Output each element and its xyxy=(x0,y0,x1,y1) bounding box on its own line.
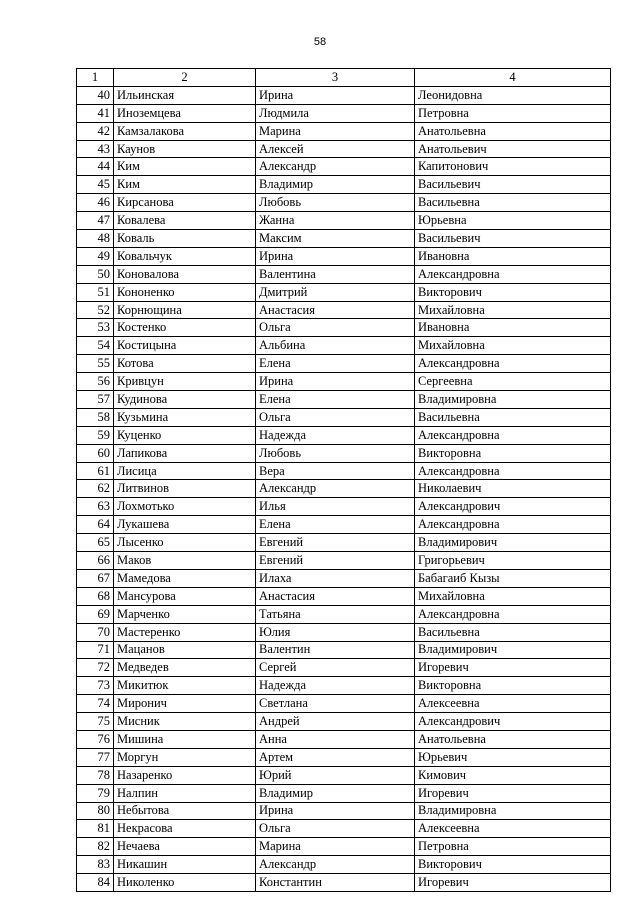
header-row xyxy=(77,69,611,87)
cell-row-number: 61 xyxy=(77,462,114,480)
cell-patronymic: Владимировна xyxy=(415,802,611,820)
cell-first-name: Алексей xyxy=(256,140,415,158)
cell-row-number: 52 xyxy=(77,301,114,319)
cell-patronymic: Ивановна xyxy=(415,247,611,265)
cell-row-number: 55 xyxy=(77,355,114,373)
cell-patronymic: Александровна xyxy=(415,462,611,480)
table-row xyxy=(77,337,611,355)
cell-first-name: Валентина xyxy=(256,265,415,283)
cell-first-name: Валентин xyxy=(256,641,415,659)
header-cell-surname: 2 xyxy=(114,69,256,87)
cell-patronymic: Александровна xyxy=(415,265,611,283)
cell-patronymic: Викторович xyxy=(415,283,611,301)
cell-first-name: Илаха xyxy=(256,569,415,587)
table-row xyxy=(77,748,611,766)
table-row xyxy=(77,534,611,552)
cell-first-name: Максим xyxy=(256,230,415,248)
table-row xyxy=(77,659,611,677)
cell-surname: Кирсанова xyxy=(114,194,256,212)
cell-patronymic: Юрьевич xyxy=(415,748,611,766)
cell-surname: Ковалева xyxy=(114,212,256,230)
cell-surname: Литвинов xyxy=(114,480,256,498)
cell-row-number: 57 xyxy=(77,391,114,409)
cell-surname: Куценко xyxy=(114,426,256,444)
cell-first-name: Ольга xyxy=(256,820,415,838)
cell-patronymic: Владимирович xyxy=(415,534,611,552)
table-row xyxy=(77,587,611,605)
cell-row-number: 50 xyxy=(77,265,114,283)
cell-first-name: Ольга xyxy=(256,319,415,337)
cell-row-number: 40 xyxy=(77,86,114,104)
cell-first-name: Надежда xyxy=(256,426,415,444)
table-row xyxy=(77,247,611,265)
cell-first-name: Александр xyxy=(256,856,415,874)
table-row xyxy=(77,784,611,802)
table-row xyxy=(77,462,611,480)
cell-row-number: 62 xyxy=(77,480,114,498)
cell-surname: Каунов xyxy=(114,140,256,158)
cell-first-name: Ирина xyxy=(256,86,415,104)
cell-row-number: 53 xyxy=(77,319,114,337)
cell-row-number: 82 xyxy=(77,838,114,856)
cell-surname: Миронич xyxy=(114,695,256,713)
cell-surname: Никашин xyxy=(114,856,256,874)
cell-first-name: Юрий xyxy=(256,766,415,784)
table-row xyxy=(77,802,611,820)
cell-surname: Лапикова xyxy=(114,444,256,462)
cell-patronymic: Владимирович xyxy=(415,641,611,659)
cell-first-name: Альбина xyxy=(256,337,415,355)
cell-surname: Ковальчук xyxy=(114,247,256,265)
cell-surname: Кузьмина xyxy=(114,408,256,426)
cell-row-number: 49 xyxy=(77,247,114,265)
cell-row-number: 46 xyxy=(77,194,114,212)
cell-patronymic: Михайловна xyxy=(415,301,611,319)
cell-row-number: 66 xyxy=(77,552,114,570)
cell-row-number: 68 xyxy=(77,587,114,605)
cell-row-number: 44 xyxy=(77,158,114,176)
cell-row-number: 69 xyxy=(77,605,114,623)
cell-patronymic: Александровна xyxy=(415,516,611,534)
table-row xyxy=(77,319,611,337)
roster-table xyxy=(76,68,611,892)
table-row xyxy=(77,301,611,319)
cell-patronymic: Петровна xyxy=(415,838,611,856)
table-row xyxy=(77,516,611,534)
cell-surname: Лысенко xyxy=(114,534,256,552)
table-row xyxy=(77,730,611,748)
cell-surname: Лисица xyxy=(114,462,256,480)
table-row xyxy=(77,265,611,283)
cell-first-name: Сергей xyxy=(256,659,415,677)
cell-first-name: Дмитрий xyxy=(256,283,415,301)
cell-surname: Корнющина xyxy=(114,301,256,319)
cell-first-name: Ирина xyxy=(256,802,415,820)
cell-surname: Костенко xyxy=(114,319,256,337)
cell-first-name: Ирина xyxy=(256,373,415,391)
table-row xyxy=(77,552,611,570)
cell-patronymic: Ивановна xyxy=(415,319,611,337)
header-cell-patronymic: 4 xyxy=(415,69,611,87)
table-row xyxy=(77,498,611,516)
table-row xyxy=(77,444,611,462)
table-row xyxy=(77,104,611,122)
cell-row-number: 58 xyxy=(77,408,114,426)
cell-row-number: 70 xyxy=(77,623,114,641)
cell-row-number: 83 xyxy=(77,856,114,874)
cell-row-number: 80 xyxy=(77,802,114,820)
cell-first-name: Ольга xyxy=(256,408,415,426)
table-row xyxy=(77,838,611,856)
cell-first-name: Надежда xyxy=(256,677,415,695)
table-row xyxy=(77,391,611,409)
table-body xyxy=(77,86,611,891)
cell-patronymic: Алексеевна xyxy=(415,695,611,713)
table-row xyxy=(77,641,611,659)
cell-surname: Маков xyxy=(114,552,256,570)
cell-row-number: 45 xyxy=(77,176,114,194)
cell-surname: Кривцун xyxy=(114,373,256,391)
cell-row-number: 41 xyxy=(77,104,114,122)
page-number: 58 xyxy=(313,36,327,48)
cell-patronymic: Михайловна xyxy=(415,587,611,605)
cell-row-number: 51 xyxy=(77,283,114,301)
cell-row-number: 63 xyxy=(77,498,114,516)
cell-patronymic: Игоревич xyxy=(415,874,611,892)
table-row xyxy=(77,86,611,104)
cell-first-name: Артем xyxy=(256,748,415,766)
cell-first-name: Елена xyxy=(256,355,415,373)
cell-first-name: Марина xyxy=(256,838,415,856)
cell-patronymic: Васильевич xyxy=(415,230,611,248)
table-row xyxy=(77,140,611,158)
table-row xyxy=(77,623,611,641)
cell-patronymic: Владимировна xyxy=(415,391,611,409)
table-row xyxy=(77,212,611,230)
table-row xyxy=(77,820,611,838)
cell-first-name: Илья xyxy=(256,498,415,516)
cell-surname: Назаренко xyxy=(114,766,256,784)
table-row xyxy=(77,355,611,373)
cell-patronymic: Анатольевна xyxy=(415,730,611,748)
cell-surname: Лукашева xyxy=(114,516,256,534)
cell-first-name: Константин xyxy=(256,874,415,892)
cell-patronymic: Юрьевна xyxy=(415,212,611,230)
cell-row-number: 47 xyxy=(77,212,114,230)
header-cell-first-name: 3 xyxy=(256,69,415,87)
cell-surname: Мастеренко xyxy=(114,623,256,641)
cell-surname: Нечаева xyxy=(114,838,256,856)
cell-row-number: 65 xyxy=(77,534,114,552)
cell-patronymic: Александровна xyxy=(415,426,611,444)
cell-patronymic: Игоревич xyxy=(415,659,611,677)
cell-patronymic: Викторовна xyxy=(415,444,611,462)
cell-first-name: Любовь xyxy=(256,194,415,212)
cell-patronymic: Васильевна xyxy=(415,194,611,212)
table-row xyxy=(77,283,611,301)
cell-row-number: 64 xyxy=(77,516,114,534)
cell-patronymic: Григорьевич xyxy=(415,552,611,570)
cell-row-number: 59 xyxy=(77,426,114,444)
table-row xyxy=(77,373,611,391)
cell-surname: Мансурова xyxy=(114,587,256,605)
cell-row-number: 84 xyxy=(77,874,114,892)
cell-surname: Кудинова xyxy=(114,391,256,409)
cell-patronymic: Анатольевна xyxy=(415,122,611,140)
cell-first-name: Анастасия xyxy=(256,587,415,605)
table-row xyxy=(77,677,611,695)
cell-row-number: 79 xyxy=(77,784,114,802)
cell-first-name: Елена xyxy=(256,391,415,409)
cell-first-name: Анастасия xyxy=(256,301,415,319)
table-row xyxy=(77,569,611,587)
cell-surname: Котова xyxy=(114,355,256,373)
cell-surname: Костицына xyxy=(114,337,256,355)
table-row xyxy=(77,713,611,731)
cell-surname: Мацанов xyxy=(114,641,256,659)
cell-row-number: 81 xyxy=(77,820,114,838)
cell-row-number: 77 xyxy=(77,748,114,766)
cell-patronymic: Михайловна xyxy=(415,337,611,355)
cell-surname: Некрасова xyxy=(114,820,256,838)
cell-row-number: 67 xyxy=(77,569,114,587)
cell-surname: Мишина xyxy=(114,730,256,748)
cell-patronymic: Игоревич xyxy=(415,784,611,802)
table-row xyxy=(77,856,611,874)
cell-surname: Коваль xyxy=(114,230,256,248)
cell-row-number: 42 xyxy=(77,122,114,140)
header-cell-number: 1 xyxy=(77,69,114,87)
cell-first-name: Александр xyxy=(256,158,415,176)
cell-patronymic: Александровна xyxy=(415,605,611,623)
cell-row-number: 71 xyxy=(77,641,114,659)
cell-surname: Камзалакова xyxy=(114,122,256,140)
table-row xyxy=(77,408,611,426)
cell-row-number: 54 xyxy=(77,337,114,355)
cell-row-number: 72 xyxy=(77,659,114,677)
cell-first-name: Андрей xyxy=(256,713,415,731)
cell-first-name: Людмила xyxy=(256,104,415,122)
cell-first-name: Светлана xyxy=(256,695,415,713)
cell-row-number: 78 xyxy=(77,766,114,784)
cell-patronymic: Александровна xyxy=(415,355,611,373)
cell-surname: Мамедова xyxy=(114,569,256,587)
cell-row-number: 74 xyxy=(77,695,114,713)
cell-patronymic: Алексеевна xyxy=(415,820,611,838)
cell-surname: Иноземцева xyxy=(114,104,256,122)
cell-patronymic: Анатольевич xyxy=(415,140,611,158)
table-row xyxy=(77,194,611,212)
cell-row-number: 76 xyxy=(77,730,114,748)
table-row xyxy=(77,605,611,623)
cell-patronymic: Викторовна xyxy=(415,677,611,695)
cell-patronymic: Викторович xyxy=(415,856,611,874)
cell-surname: Микитюк xyxy=(114,677,256,695)
cell-surname: Ильинская xyxy=(114,86,256,104)
table-row xyxy=(77,158,611,176)
cell-surname: Ким xyxy=(114,176,256,194)
cell-surname: Налпин xyxy=(114,784,256,802)
cell-first-name: Вера xyxy=(256,462,415,480)
cell-row-number: 60 xyxy=(77,444,114,462)
cell-first-name: Марина xyxy=(256,122,415,140)
cell-patronymic: Васильевна xyxy=(415,408,611,426)
cell-first-name: Жанна xyxy=(256,212,415,230)
table-row xyxy=(77,766,611,784)
cell-patronymic: Леонидовна xyxy=(415,86,611,104)
table-row xyxy=(77,695,611,713)
cell-surname: Марченко xyxy=(114,605,256,623)
cell-first-name: Александр xyxy=(256,480,415,498)
table-row xyxy=(77,122,611,140)
cell-surname: Моргун xyxy=(114,748,256,766)
table-row xyxy=(77,480,611,498)
cell-first-name: Евгений xyxy=(256,552,415,570)
cell-patronymic: Александрович xyxy=(415,713,611,731)
cell-first-name: Любовь xyxy=(256,444,415,462)
cell-surname: Лохмотько xyxy=(114,498,256,516)
cell-patronymic: Васильевна xyxy=(415,623,611,641)
cell-first-name: Владимир xyxy=(256,176,415,194)
cell-first-name: Татьяна xyxy=(256,605,415,623)
table-row xyxy=(77,874,611,892)
cell-first-name: Юлия xyxy=(256,623,415,641)
cell-first-name: Евгений xyxy=(256,534,415,552)
cell-first-name: Ирина xyxy=(256,247,415,265)
cell-patronymic: Александрович xyxy=(415,498,611,516)
cell-surname: Коновалова xyxy=(114,265,256,283)
cell-first-name: Елена xyxy=(256,516,415,534)
cell-patronymic: Николаевич xyxy=(415,480,611,498)
cell-surname: Небытова xyxy=(114,802,256,820)
cell-surname: Кононенко xyxy=(114,283,256,301)
cell-surname: Медведев xyxy=(114,659,256,677)
cell-row-number: 73 xyxy=(77,677,114,695)
cell-surname: Мисник xyxy=(114,713,256,731)
cell-surname: Ким xyxy=(114,158,256,176)
cell-first-name: Анна xyxy=(256,730,415,748)
table-row xyxy=(77,230,611,248)
cell-surname: Николенко xyxy=(114,874,256,892)
cell-row-number: 43 xyxy=(77,140,114,158)
cell-row-number: 75 xyxy=(77,713,114,731)
cell-patronymic: Петровна xyxy=(415,104,611,122)
cell-patronymic: Сергеевна xyxy=(415,373,611,391)
cell-patronymic: Бабагаиб Кызы xyxy=(415,569,611,587)
cell-first-name: Владимир xyxy=(256,784,415,802)
table-row xyxy=(77,426,611,444)
cell-patronymic: Кимович xyxy=(415,766,611,784)
cell-row-number: 48 xyxy=(77,230,114,248)
cell-row-number: 56 xyxy=(77,373,114,391)
cell-patronymic: Васильевич xyxy=(415,176,611,194)
table-row xyxy=(77,176,611,194)
cell-patronymic: Капитонович xyxy=(415,158,611,176)
